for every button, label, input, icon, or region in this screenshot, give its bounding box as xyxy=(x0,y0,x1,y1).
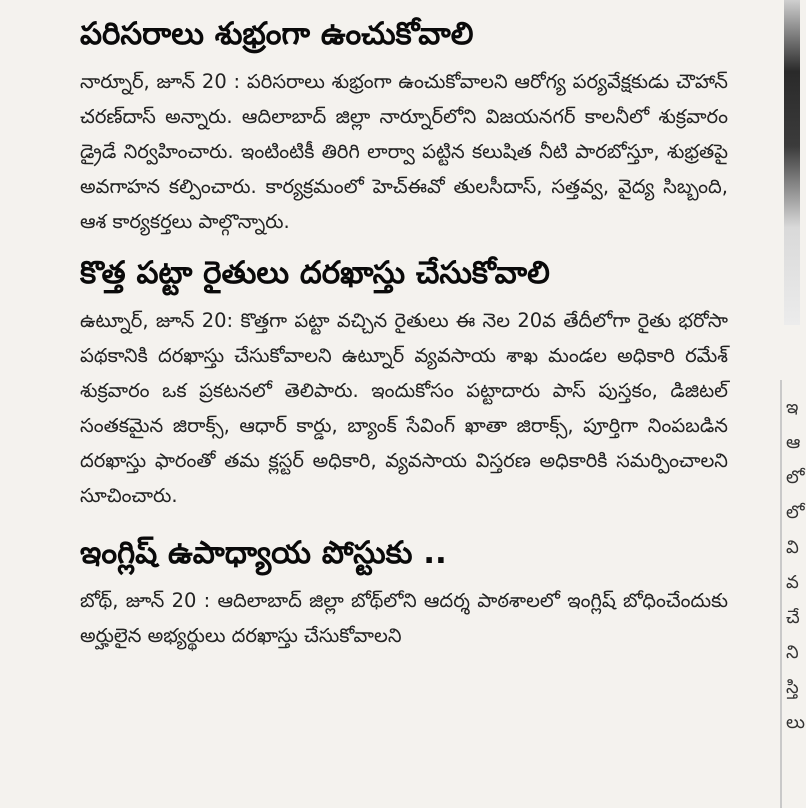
text-fragment: చే xyxy=(786,607,800,628)
column-divider xyxy=(780,380,782,808)
text-fragment: ఇ xyxy=(786,397,799,418)
article-text: పరిసరాలు శుభ్రంగా ఉంచుకోవాలని ఆరోగ్య పర్యవేక్షకుడు చౌహాన్ చరణ్‌దాస్ అన్నారు. ఆదిలాబాద్ జిల్లా నార్నూర్‌లోని విజయనగర్ కాలనీలో శుక్రవారం డ్రైడే నిర్వహించారు. ఇంటింటికీ తిరిగి లార్వా పట్టిన కలుషిత నీటి పారబోస్తూ, శుభ్రతపై అవగాహన కల్పించారు. కార్యక్రమంలో హెచ్ఈవో తులసీదాస్, సత్తవ్వ, వైద్య సిబ్బంది, ఆశ కార్యకర్తలు పాల్గొన్నారు. xyxy=(80,70,728,233)
text-fragment: వి xyxy=(786,537,799,558)
text-fragment: లో xyxy=(786,502,805,523)
article-headline: కొత్త పట్టా రైతులు దరఖాస్తు చేసుకోవాలి xyxy=(80,255,550,291)
main-column xyxy=(72,0,732,808)
text-fragment: వ xyxy=(786,572,799,593)
article-headline: పరిసరాలు శుభ్రంగా ఉంచుకోవాలి xyxy=(80,16,474,52)
news-photo-edge xyxy=(784,0,800,325)
text-fragment: ని xyxy=(786,642,799,663)
article-dateline: ఉట్నూర్, జూన్ 20: xyxy=(80,309,234,332)
article-dateline: నార్నూర్, జూన్ 20 : xyxy=(80,70,241,93)
article-body xyxy=(72,583,732,653)
text-fragment: ఆ xyxy=(786,432,801,453)
text-fragment: లు xyxy=(786,712,805,733)
article-text: ఆదిలాబాద్ జిల్లా బోథ్‌లోని ఆదర్శ పాఠశాలలో ఇంగ్లిష్ బోధించేందుకు అర్హులైన అభ్యర్థులు దరఖాస్తు చేసుకోవాలని xyxy=(80,589,728,647)
article-patta-farmers xyxy=(72,239,732,513)
article-body xyxy=(72,303,732,513)
adjacent-text-fragments xyxy=(786,390,806,740)
article-english-teacher xyxy=(72,513,732,653)
article-dateline: బోథ్, జూన్ 20 : xyxy=(80,589,211,612)
article-text: కొత్తగా పట్టా వచ్చిన రైతులు ఈ నెల 20వ తేదీలోగా రైతు భరోసా పథకానికి దరఖాస్తు చేసుకోవాలని ఉట్నూర్ వ్యవసాయ శాఖ మండల అధికారి రమేశ్ శుక్రవారం ఒక ప్రకటనలో తెలిపారు. ఇందుకోసం పట్టాదారు పాస్ పుస్తకం, డిజిటల్ సంతకమైన జిరాక్స్, ఆధార్ కార్డు, బ్యాంక్ సేవింగ్ ఖాతా జిరాక్స్, పూర్తిగా నింపబడిన దరఖాస్తు ఫారంతో తమ క్లస్టర్ అధికారి, వ్యవసాయ విస్తరణ అధికారికి సమర్పించాలని సూచించారు. xyxy=(80,309,729,507)
adjacent-column xyxy=(752,0,805,808)
article-headline: ఇంగ్లిష్ ఉపాధ్యాయ పోస్టుకు .. xyxy=(80,535,447,571)
article-body xyxy=(72,64,732,239)
text-fragment: లో xyxy=(786,467,805,488)
text-fragment: స్తి xyxy=(786,677,799,698)
article-sanitation xyxy=(72,0,732,239)
